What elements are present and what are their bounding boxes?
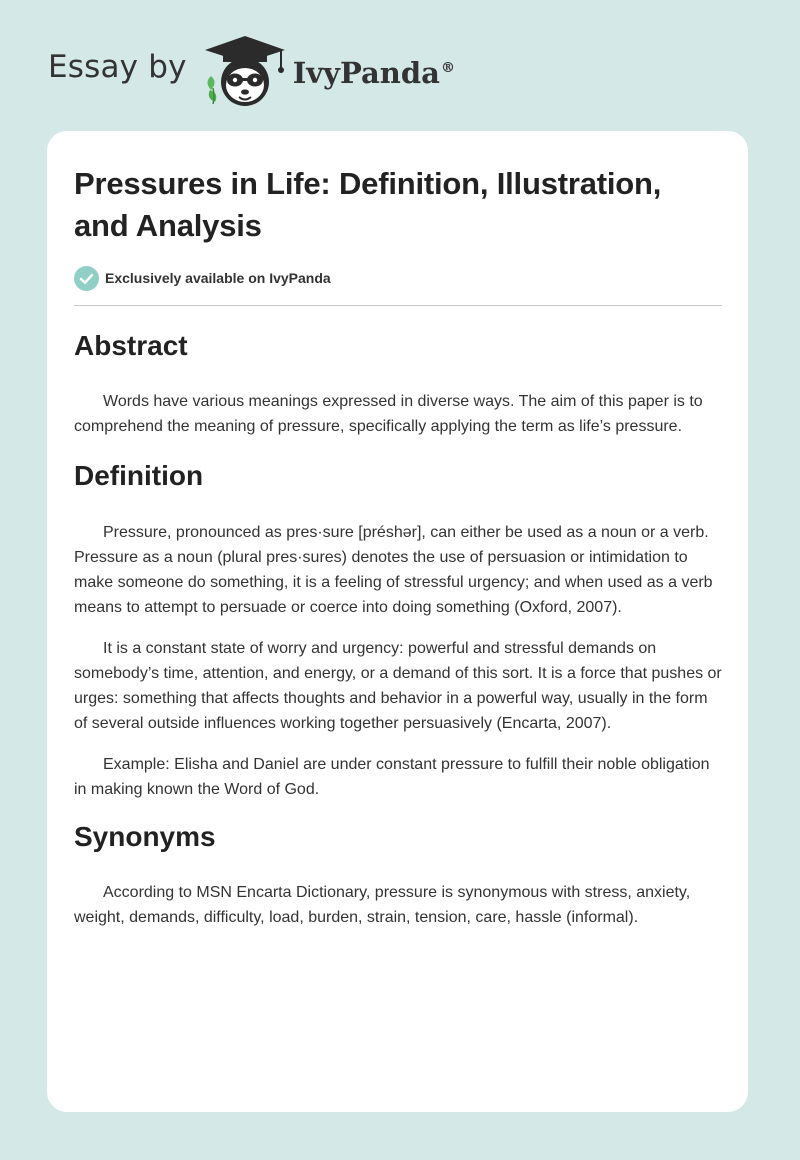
paragraph: Pressure, pronounced as pres·sure [préshər], can either be used as a noun or a verb. Pressure as a noun (plural pres·sures) denotes the use of persuasion or intimidation to make someone do something, it is a feeling of stressful urgency; and when used as a verb means to attempt to persuade or coerce into doing something (Oxford, 2007).	[74, 524, 713, 616]
paragraph: Words have various meanings expressed in diverse ways. The aim of this paper is to comprehend the meaning of pressure, specifically applying the term as life’s pressure.	[74, 393, 703, 435]
section-heading: Abstract	[74, 330, 188, 361]
registered-mark: ®	[440, 60, 455, 77]
panda-graduate-logo-icon[interactable]	[201, 30, 289, 110]
page-title: Pressures in Life: Definition, Illustration, and Analysis	[74, 166, 662, 243]
section-abstract	[74, 329, 722, 439]
site-header	[48, 30, 455, 110]
check-circle-icon	[74, 266, 99, 291]
paragraph: Example: Elisha and Daniel are under constant pressure to fulfill their noble obligation in making known the Word of God.	[74, 756, 710, 798]
brand-name[interactable]: IvyPanda®	[292, 56, 455, 90]
section-heading: Definition	[74, 460, 204, 491]
divider	[74, 305, 722, 306]
essay-card	[47, 131, 748, 1112]
essay-by-label: Essay by	[48, 49, 187, 85]
exclusive-badge-text: Exclusively available on IvyPanda	[105, 270, 331, 286]
section-synonyms	[74, 820, 722, 930]
paragraph: It is a constant state of worry and urgency: powerful and stressful demands on somebody’s time, attention, and energy, or a demand of this sort. It is a force that pushes or urges: something that affects thoughts and behavior in a powerful way, usually in the form of several outside influences working together persuasively (Encarta, 2007).	[74, 640, 722, 732]
section-definition	[74, 459, 722, 802]
paragraph: According to MSN Encarta Dictionary, pressure is synonymous with stress, anxiety, weight, demands, difficulty, load, burden, strain, tension, care, hassle (informal).	[74, 884, 691, 926]
section-heading: Synonyms	[74, 821, 216, 852]
exclusive-badge	[74, 264, 722, 292]
